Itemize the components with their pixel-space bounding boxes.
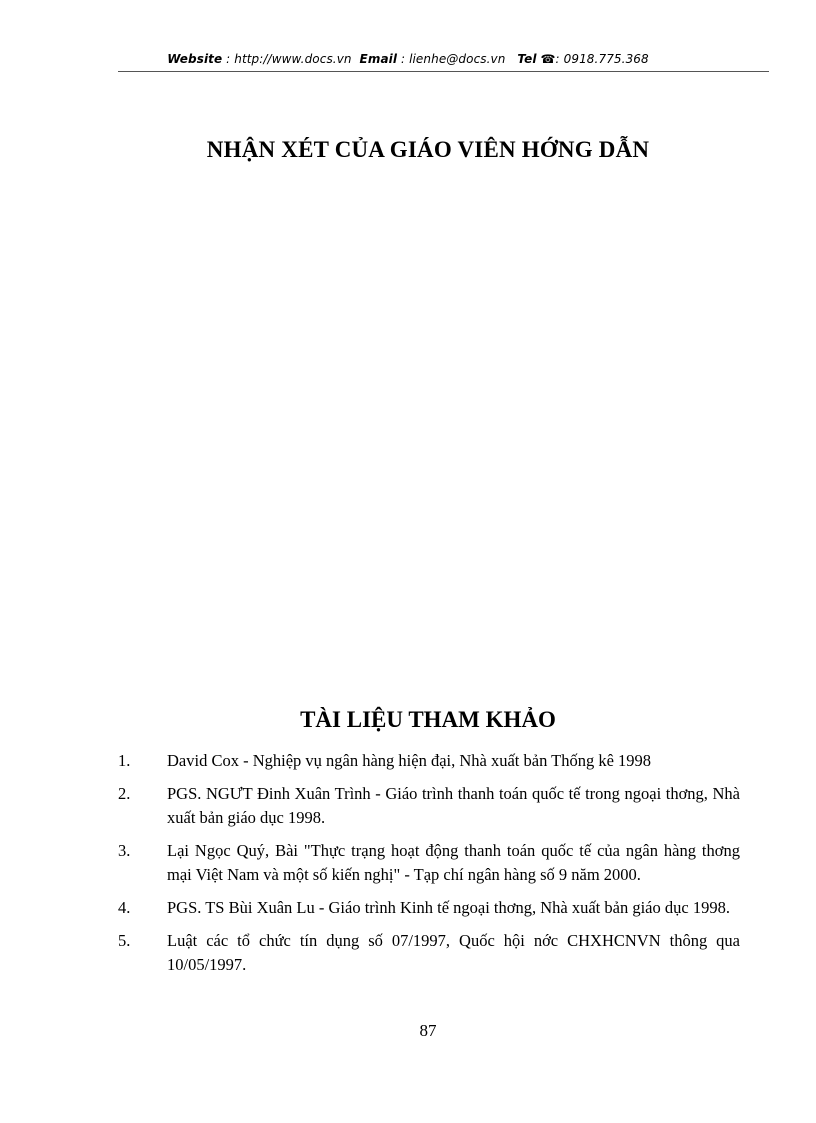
tel-value: : 0918.775.368: [555, 52, 649, 66]
page-header: [0, 52, 816, 66]
reference-text: PGS. NGƯT Đinh Xuân Trình - Giáo trình thanh toán quốc tế trong ngoại thơng, Nhà xuất bản giáo dục 1998.: [167, 784, 740, 827]
header-divider: [118, 71, 769, 72]
reference-list: [118, 749, 740, 986]
website-label: Website: [167, 52, 223, 66]
list-item: [118, 839, 740, 887]
reference-text: David Cox - Nghiệp vụ ngân hàng hiện đại, Nhà xuất bản Thống kê 1998: [167, 751, 652, 770]
email-link[interactable]: lienhe@docs.vn: [409, 52, 506, 66]
email-separator: :: [397, 52, 410, 66]
references-heading: TÀI LIỆU THAM KHẢO: [300, 707, 556, 732]
reference-number: 2.: [118, 784, 131, 803]
list-item: [118, 749, 740, 773]
reference-number: 1.: [118, 751, 131, 770]
tel-label: Tel: [517, 52, 537, 66]
reference-number: 5.: [118, 931, 131, 950]
page-number: 87: [419, 1021, 437, 1040]
website-separator: :: [222, 52, 235, 66]
reference-text: Lại Ngọc Quý, Bài "Thực trạng hoạt động thanh toán quốc tế của ngân hàng thơng mại Việt Nam và một số kiến nghị" - Tạp chí ngân hàng số 9 năm 2000.: [167, 841, 740, 884]
phone-icon: ☎: [540, 52, 556, 66]
reference-text: Luật các tổ chức tín dụng số 07/1997, Quốc hội nớc CHXHCNVN thông qua 10/05/1997.: [167, 931, 740, 974]
website-link[interactable]: http://www.docs.vn: [234, 52, 352, 66]
reference-number: 3.: [118, 841, 131, 860]
list-item: [118, 929, 740, 977]
list-item: [118, 782, 740, 830]
reference-number: 4.: [118, 898, 131, 917]
email-label: Email: [359, 52, 398, 66]
page-title: NHẬN XÉT CỦA GIÁO VIÊN HỚNG DẪN: [206, 137, 650, 162]
reference-text: PGS. TS Bùi Xuân Lu - Giáo trình Kinh tế ngoại thơng, Nhà xuất bản giáo dục 1998.: [167, 898, 730, 917]
list-item: [118, 896, 740, 920]
